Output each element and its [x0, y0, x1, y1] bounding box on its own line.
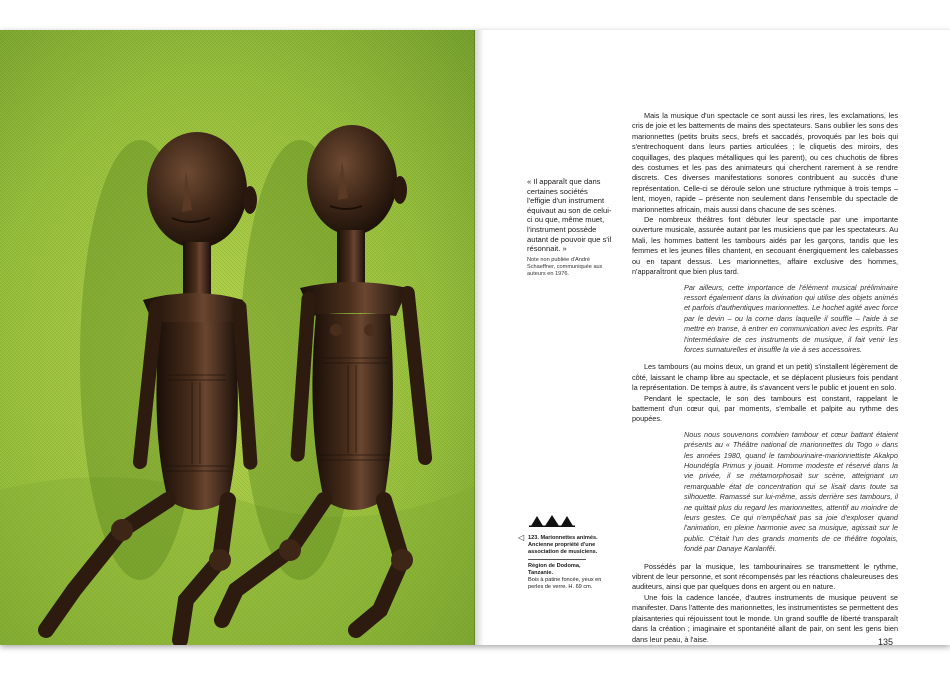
puppet-photograph — [0, 30, 475, 645]
body-text — [632, 111, 898, 645]
book-spread — [0, 30, 950, 645]
paragraph: De nombreux théâtres font débuter leur spectacle par une importante ouverture musicale, assurée autant par les musiciens que par les spectateurs. Au Mali, les hommes battent les tambours aidés par les garçons, tandis que les femmes et les jeunes filles chantent, en secouant énergiquement les calebasses ou en tapant dessus. Les marionnettes, affaire exclusive des hommes, n'apparaîtront que bien plus tard. — [632, 215, 898, 277]
sidebar-quote — [527, 177, 613, 278]
page-number: 135 — [878, 637, 894, 647]
page-gutter — [474, 30, 484, 645]
figure-caption — [518, 533, 606, 591]
caption-title: 123. Marionnettes animés. Ancienne propriété d'une association de musiciens. — [528, 535, 598, 555]
quote-text: « Il apparaît que dans certaines sociétés l'effigie d'un instrument équivaut au son de celui-ci ou que, même muet, l'instrument possède autant de pouvoir que s'il résonnait. » — [527, 177, 612, 254]
paragraph: Les tambours (au moins deux, un grand et un petit) s'installent légèrement de côté, laissant le champ libre au spectacle, et se déplacent plusieurs fois pendant la représentation. De temps à autre, ils s'avancent vers le public et jouent en solo. — [632, 362, 898, 393]
paragraph: Possédés par la musique, les tambourinaires se transmettent le rythme, vibrent de leur personne, et sont récompensés par les réactions chaleureuses des auditeurs, ainsi que par quelques dons en argent ou en nature. — [632, 561, 898, 592]
caption-arrow-icon: ◁ — [518, 533, 525, 542]
puppets-image — [0, 30, 475, 645]
paragraph: Mais la musique d'un spectacle ce sont aussi les rires, les exclamations, les cris de joie et les battements de mains des spectateurs. Sans oublier les sons des marionnettes (petits bruits secs, brefs et saccadés, provoqués par les bois qui s'entrechoquent dans leurs parties articulées ; le cliquetis des miroirs, des coquillages, des plaques métalliques qui les parent), ou ces chuchotis de fibres des costumes et les pas des animateurs qui cherchent rarement à se rendre discrets. Ces diverses manifestations sonores contribuent au succès d'une représentation. Celle-ci se déroule selon une structure rythmique à trois temps – lent, moyen, rapide – présente non seulement dans l'ensemble du spectacle de marionnettes africain, mais aussi dans chacune de ses scènes. — [632, 111, 898, 214]
quote-note: Note non publiée d'André Schaeffner, communiquée aux auteurs en 1976. — [527, 256, 603, 277]
paragraph: Pendant le spectacle, le son des tambours est constant, rappelant le battement d'un cœur qui, par moments, s'emballe et palpite au rythme des poupées. — [632, 393, 898, 424]
italic-excerpt: Par ailleurs, cette importance de l'élément musical préliminaire ressort également dans la divination qui utilise des objets animés et parfois d'authentiques marionnettes. Le hochet agité avec force par le devin – ou la corne dans laquelle il souffle – l'aide à se mettre en transe, à entrer en communication avec les esprits. Par l'intermédiaire de ces instruments de musique, il fait venir les forces surnaturelles et insuffle la vie à ses accessoires. — [684, 282, 898, 354]
paragraph: Une fois la cadence lancée, d'autres instruments de musique peuvent se manifester. Dans l'attente des marionnettes, les instrumentistes se permettent des plaisanteries qui réjouissent tout le monde. Un grand souffle de liberté transparaît dans la création ; imaginaire et spontanéité allant de pair, on sent les gens bien dans leur peau, à l'aise. — [632, 592, 898, 644]
triangle-ornament-icon — [529, 513, 575, 527]
caption-divider — [528, 559, 586, 560]
italic-excerpt: Nous nous souvenons combien tambour et cœur battant étaient présents au « Théâtre national de marionnettes du Togo » dans les années 1980, quand le tambourinaire-marionnettiste Akakpo Houndégla Primus y jouait. Homme modeste et réservé dans la vie privée, il se métamorphosait sur scène, atteignant un remarquable état de concentration qui se lisait dans toute sa silhouette. Ramassé sur lui-même, assis derrière ses tambours, il ne quittait plus du regard les marionnettes, attentif au moindre de leurs gestes. Ce qui n'empêchait pas sa joie d'exploser quand l'animation, en pleine harmonie avec sa musique, agissait sur le public. C'était l'un des grands moments de ce théâtre togolais, fondé par Danaye Kanlanfêi. — [684, 429, 898, 554]
caption-region: Région de Dodoma, Tanzanie. — [528, 563, 581, 576]
caption-details: Bois à patine foncée, yeux en perles de verre. H. 69 cm. — [528, 577, 602, 590]
